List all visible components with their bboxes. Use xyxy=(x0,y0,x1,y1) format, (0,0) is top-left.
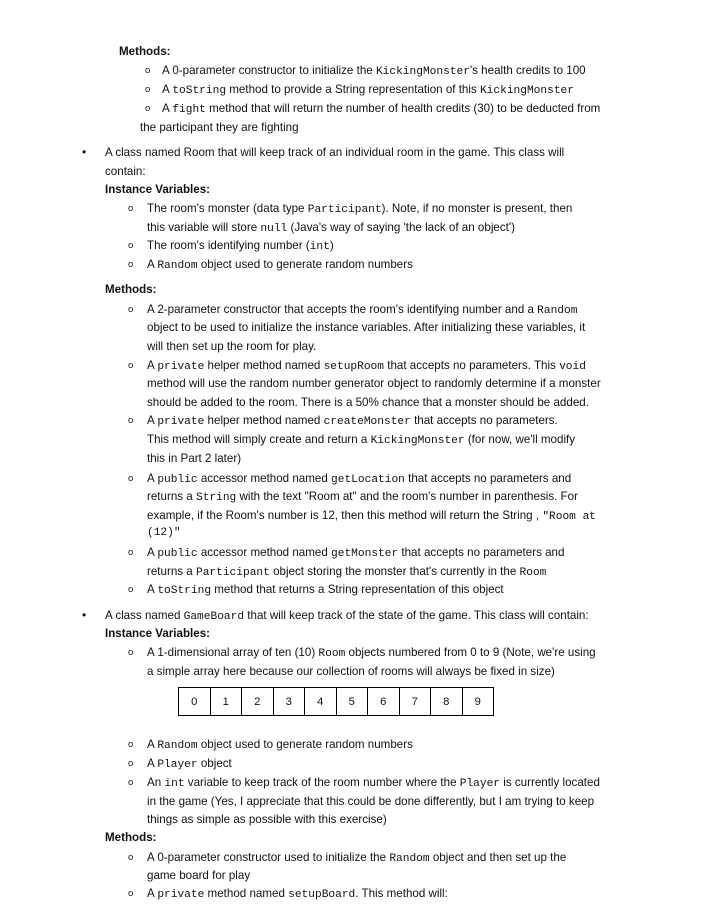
array-cell: 3 xyxy=(273,688,305,716)
sub-bullet-marker: o xyxy=(128,584,134,595)
list-item-continuation: example, if the Room's number is 12, then this method will return the String , "Room at xyxy=(147,509,597,523)
bullet-marker: • xyxy=(82,608,87,622)
array-cell: 1 xyxy=(210,688,242,716)
list-item: A 1-dimensional array of ten (10) Room objects numbered from 0 to 9 (Note, we're using xyxy=(147,646,596,660)
sub-bullet-marker: o xyxy=(128,259,134,270)
list-item: A Random object used to generate random numbers xyxy=(147,738,413,752)
array-cell: 4 xyxy=(305,688,337,716)
list-item: A toString method that returns a String representation of this object xyxy=(147,583,504,597)
list-item-continuation: this variable will store null (Java's way of saying 'the lack of an object') xyxy=(147,221,515,235)
sub-bullet-marker: o xyxy=(128,240,134,251)
list-item-continuation: this in Part 2 later) xyxy=(147,452,242,465)
array-cell: 9 xyxy=(462,688,494,716)
list-item-continuation: should be added to the room. There is a 50% chance that a monster should be added. xyxy=(147,396,589,409)
list-item: An int variable to keep track of the room number where the Player is currently located xyxy=(147,776,600,790)
list-item: A 0-parameter constructor used to initialize the Random object and then set up the xyxy=(147,851,567,865)
sub-bullet-marker: o xyxy=(145,65,151,76)
methods-heading: Methods: xyxy=(119,45,171,58)
list-item-continuation: (12)" xyxy=(147,527,181,539)
sub-bullet-marker: o xyxy=(145,103,151,114)
list-item-continuation: object to be used to initialize the instance variables. After initializing these variables, it xyxy=(147,321,586,334)
array-cell: 7 xyxy=(399,688,431,716)
sub-bullet-marker: o xyxy=(128,203,134,214)
list-item: A fight method that will return the number of health credits (30) to be deducted from xyxy=(162,102,601,116)
array-cell: 0 xyxy=(179,688,211,716)
array-cell: 2 xyxy=(242,688,274,716)
list-item: The room's identifying number (int) xyxy=(147,239,334,253)
sub-bullet-marker: o xyxy=(145,84,151,95)
list-item: The room's monster (data type Participant). Note, if no monster is present, then xyxy=(147,202,573,216)
list-item-continuation: will then set up the room for play. xyxy=(147,340,317,353)
sub-bullet-marker: o xyxy=(128,473,134,484)
list-item-continuation: the participant they are fighting xyxy=(140,121,299,134)
list-item: A Random object used to generate random numbers xyxy=(147,258,413,272)
list-item: A 2-parameter constructor that accepts the room's identifying number and a Random xyxy=(147,303,578,317)
array-cell: 8 xyxy=(431,688,463,716)
sub-bullet-marker: o xyxy=(128,758,134,769)
instance-variables-heading: Instance Variables: xyxy=(105,183,211,196)
room-intro: A class named Room that will keep track of an individual room in the game. This class will xyxy=(105,146,565,159)
instance-variables-heading: Instance Variables: xyxy=(105,627,211,640)
gameboard-intro: A class named GameBoard that will keep track of the state of the game. This class will contain: xyxy=(105,609,589,623)
list-item-continuation: things as simple as possible with this exercise) xyxy=(147,813,387,826)
sub-bullet-marker: o xyxy=(128,888,134,899)
list-item-continuation: method will use the random number generator object to randomly determine if a monster xyxy=(147,377,601,390)
room-intro-cont: contain: xyxy=(105,165,146,178)
list-item-continuation: This method will simply create and return a KickingMonster (for now, we'll modify xyxy=(147,433,576,447)
list-item: A Player object xyxy=(147,757,232,771)
list-item-continuation: a simple array here because our collection of rooms will always be fixed in size) xyxy=(147,665,555,678)
sub-bullet-marker: o xyxy=(128,547,134,558)
list-item-continuation: returns a Participant object storing the monster that's currently in the Room xyxy=(147,565,547,579)
sub-bullet-marker: o xyxy=(128,304,134,315)
list-item: A public accessor method named getMonster that accepts no parameters and xyxy=(147,546,565,560)
array-cell: 6 xyxy=(368,688,400,716)
sub-bullet-marker: o xyxy=(128,415,134,426)
list-item: A toString method to provide a String representation of this KickingMonster xyxy=(162,83,574,97)
list-item: A 0-parameter constructor to initialize the KickingMonster's health credits to 100 xyxy=(162,64,586,78)
list-item: A private helper method named setupRoom that accepts no parameters. This void xyxy=(147,359,586,373)
array-cell: 5 xyxy=(336,688,368,716)
room-array-diagram xyxy=(178,687,494,716)
list-item: A private method named setupBoard. This method will: xyxy=(147,887,448,901)
list-item-continuation: in the game (Yes, I appreciate that this could be done differently, but I am trying to keep xyxy=(147,795,595,808)
methods-heading: Methods: xyxy=(105,831,157,844)
sub-bullet-marker: o xyxy=(128,852,134,863)
list-item: A public accessor method named getLocation that accepts no parameters and xyxy=(147,472,572,486)
methods-heading: Methods: xyxy=(105,283,157,296)
list-item: A private helper method named createMonster that accepts no parameters. xyxy=(147,414,558,428)
sub-bullet-marker: o xyxy=(128,360,134,371)
sub-bullet-marker: o xyxy=(128,777,134,788)
list-item-continuation: returns a String with the text "Room at" and the room's number in parenthesis. For xyxy=(147,490,578,504)
bullet-marker: • xyxy=(82,145,87,159)
list-item-continuation: game board for play xyxy=(147,869,251,882)
sub-bullet-marker: o xyxy=(128,647,134,658)
sub-bullet-marker: o xyxy=(128,739,134,750)
